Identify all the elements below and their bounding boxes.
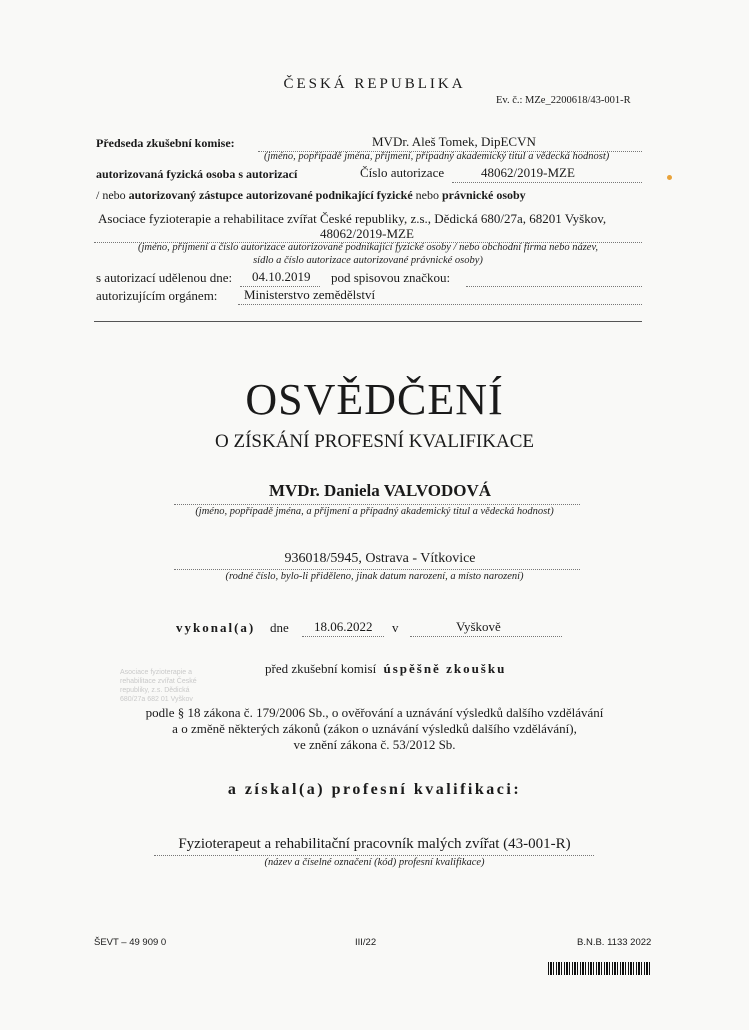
qualification-name: Fyzioterapeut a rehabilitační pracovník malých zvířat (43-001-R): [178, 836, 571, 852]
holder-hint: (jméno, popřípadě jména, a příjmení a případný akademický titul a vědecká hodnost): [195, 506, 554, 517]
representative-mid: nebo: [412, 188, 442, 202]
exam-place-label: v: [392, 620, 399, 635]
certificate-subtitle: O ZÍSKÁNÍ PROFESNÍ KVALIFIKACE: [215, 431, 534, 452]
organization-line-1: Asociace fyzioterapie a rehabilitace zvířat České republiky, z.s., Dědická 680/27a, 68201 Vyškov,: [98, 211, 607, 226]
success-text: úspěšně zkoušku: [383, 661, 507, 676]
representative-bold: autorizovaný zástupce autorizované podnikající fyzické: [128, 188, 413, 202]
representative-prefix: / nebo: [96, 188, 129, 202]
exam-place-underline: [410, 636, 562, 637]
granted-label: s autorizací udělenou dne:: [96, 270, 233, 285]
footer-right: B.N.B. 1133 2022: [577, 937, 652, 948]
authority-label: autorizujícím orgánem:: [96, 288, 218, 303]
faded-stamp: Asociace fyzioterapie a rehabilitace zvířat České republiky, z.s. Dědická 680/27a 682 01 Vyškov: [120, 669, 197, 703]
authority-underline: [238, 304, 642, 305]
organization-hint-1: (jméno, příjmení a číslo autorizace autorizované podnikající fyzické osoby / nebo obchodní firma nebo název,: [138, 242, 598, 253]
birth-underline: [174, 569, 580, 570]
header-rule: [94, 321, 642, 322]
organization-hint-2: sídlo a číslo autorizace autorizované právnické osoby): [253, 255, 483, 266]
auth-person-label: autorizovaná fyzická osoba s autorizací: [96, 167, 298, 181]
performed-text: vykonal(a): [176, 620, 256, 635]
representative-line: [96, 188, 526, 203]
authority-name: Ministerstvo zemědělství: [244, 287, 376, 302]
footer-left: ŠEVT – 49 909 0: [94, 937, 167, 948]
holder-underline: [174, 504, 580, 505]
exam-before-line: [265, 661, 506, 677]
orange-mark: [667, 175, 672, 180]
law-line-2: a o změně některých zákonů (zákon o uznávání výsledků dalšího vzdělávání),: [172, 721, 577, 736]
chair-hint: (jméno, popřípadě jména, příjmení, případný akademický titul a vědecká hodnost): [264, 151, 610, 162]
birth-hint: (rodné číslo, bylo-li přiděleno, jinak datum narození, a místo narození): [225, 571, 524, 582]
auth-number: 48062/2019-MZE: [481, 165, 575, 180]
chair-name: MVDr. Aleš Tomek, DipECVN: [372, 134, 536, 149]
before-committee-text: před zkušební komisí: [265, 661, 377, 676]
qualification-underline: [154, 855, 594, 856]
exam-date: 18.06.2022: [314, 619, 373, 634]
footer-center: III/22: [355, 937, 377, 948]
exam-date-underline: [302, 636, 384, 637]
law-line-3: ve znění zákona č. 53/2012 Sb.: [293, 737, 456, 752]
certificate-title: OSVĚDČENÍ: [245, 375, 504, 424]
file-underline: [466, 286, 642, 287]
exam-place: Vyškově: [456, 619, 501, 634]
gained-qualification: a získal(a) profesní kvalifikaci:: [227, 781, 522, 798]
qualification-hint: (název a číselné označení (kód) profesní kvalifikace): [264, 857, 485, 868]
barcode: [548, 962, 652, 975]
auth-number-underline: [452, 182, 642, 183]
chair-label: Předseda zkušební komise:: [96, 136, 235, 150]
evidence-number: Ev. č.: MZe_2200618/43-001-R: [496, 95, 631, 106]
holder-name: MVDr. Daniela VALVODOVÁ: [268, 481, 492, 500]
representative-bold2: právnické osoby: [441, 188, 526, 202]
organization-line-2: 48062/2019-MZE: [320, 226, 414, 241]
law-line-1: podle § 18 zákona č. 179/2006 Sb., o ověřování a uznávání výsledků dalšího vzdělávání: [145, 705, 604, 720]
auth-number-label: Číslo autorizace: [360, 165, 445, 180]
exam-day-label: dne: [270, 620, 289, 635]
file-label: pod spisovou značkou:: [331, 270, 451, 285]
granted-date: 04.10.2019: [252, 269, 311, 284]
country-heading: ČESKÁ REPUBLIKA: [283, 76, 466, 92]
holder-birth: 936018/5945, Ostrava - Vítkovice: [284, 551, 476, 566]
